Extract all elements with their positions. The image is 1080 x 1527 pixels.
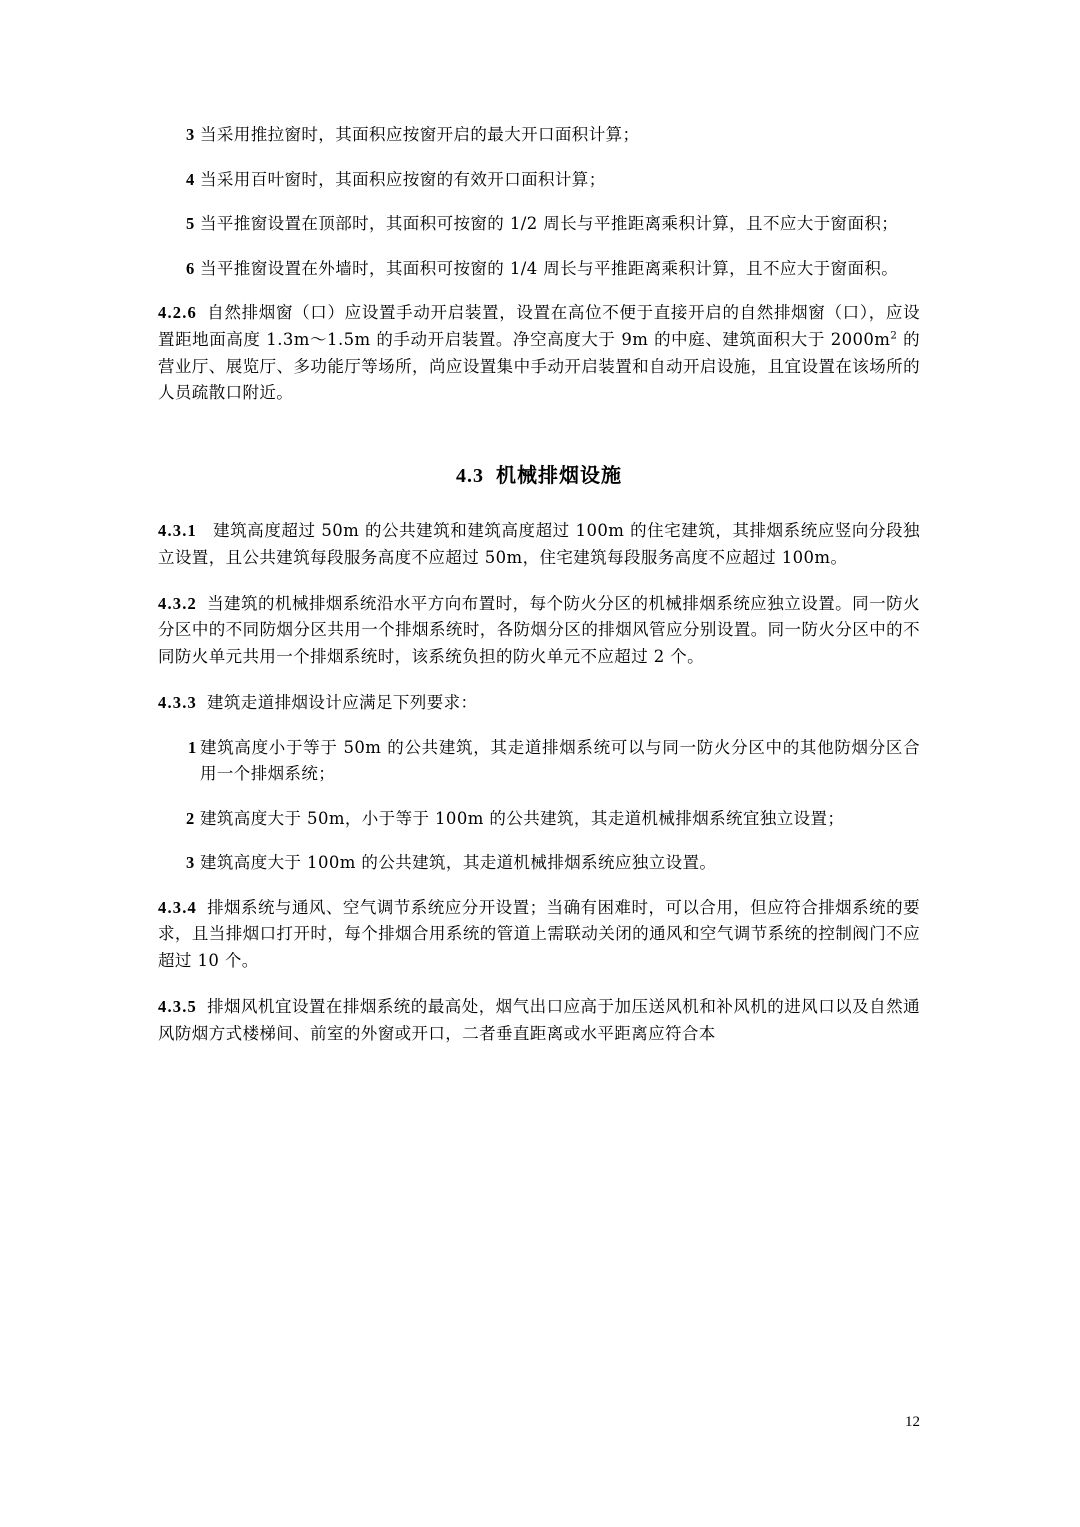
clause-text-part1: 自然排烟窗（口）应设置手动开启装置，设置在高位不便于直接开启的自然排烟窗（口），应设置距地面高度 1.3m～1.5m 的手动开启装置。净空高度大于 9m 的中庭、建筑面积大于 2000m [158,303,920,349]
list-item-text: 当采用百叶窗时，其面积应按窗的有效开口面积计算； [200,169,606,189]
clause-text: 排烟系统与通风、空气调节系统应分开设置；当确有困难时，可以合用，但应符合排烟系统的要求，且当排烟口打开时，每个排烟合用系统的管道上需联动关闭的通风和空气调节系统的控制阀门不应超过 10 个。 [158,897,920,971]
list-item-text: 建筑高度大于 100m 的公共建筑，其走道机械排烟系统应独立设置。 [200,853,717,873]
list-item-text: 当平推窗设置在外墙时，其面积可按窗的 1/4 周长与平推距离乘积计算，且不应大于窗面积。 [200,258,899,278]
clause-number: 4.3.5 [158,996,197,1016]
list-item [158,211,920,237]
clause-text: 当建筑的机械排烟系统沿水平方向布置时，每个防火分区的机械排烟系统应独立设置。同一防火分区中的不同防烟分区共用一个排烟系统时，各防烟分区的排烟风管应分别设置。同一防火分区中的不同防火单元共用一个排烟系统时，该系统负担的防火单元不应超过 2 个。 [158,593,920,666]
clause-number: 4.2.6 [158,303,197,323]
list-item [158,806,920,832]
page-content [158,122,920,1066]
clause-4-3-4 [158,895,920,975]
list-item-text: 当采用推拉窗时，其面积应按窗开启的最大开口面积计算； [200,125,640,144]
clause-number: 4.3.3 [158,692,197,712]
section-title-text: 机械排烟设施 [496,463,622,488]
list-item [158,735,920,786]
clause-4-3-2 [158,591,920,671]
clause-4-2-6 [158,300,920,407]
list-item-number: 3 [186,853,195,873]
list-item-text: 建筑高度大于 50m，小于等于 100m 的公共建筑，其走道机械排烟系统宜独立设置； [200,808,845,828]
clause-number: 4.3.1 [158,521,197,541]
list-item-number: 5 [186,214,195,234]
section-heading [158,459,920,488]
clause-4-3-1 [158,518,920,571]
list-item-text: 建筑高度小于等于 50m 的公共建筑，其走道排烟系统可以与同一防火分区中的其他防烟分区合用一个排烟系统； [200,738,920,783]
list-item-number: 1 [188,738,197,758]
page-number: 12 [905,1414,920,1430]
clause-4-3-5 [158,994,920,1047]
list-item-number: 2 [186,808,195,828]
clause-text: 排烟风机宜设置在排烟系统的最高处，烟气出口应高于加压送风机和补风机的进风口以及自然通风防烟方式楼梯间、前室的外窗或开口，二者垂直距离或水平距离应符合本 [158,996,920,1043]
clause-text: 建筑高度超过 50m 的公共建筑和建筑高度超过 100m 的住宅建筑，其排烟系统应竖向分段独立设置，且公共建筑每段服务高度不应超过 50m，住宅建筑每段服务高度不应超过 100m。 [158,521,920,567]
section-number: 4.3 [456,465,484,488]
clause-text: 建筑走道排烟设计应满足下列要求： [207,692,478,712]
clause-text-part2: 的营业厅、展览厅、多功能厅等场所，尚应设置集中手动开启装置和自动开启设施，且宜设置在该场所的人员疏散口附近。 [158,329,920,403]
list-item-number: 3 [186,125,195,144]
list-item [158,850,920,876]
list-item [158,256,920,282]
list-item [158,167,920,193]
list-item-number: 4 [186,169,195,189]
list-item-text: 当平推窗设置在顶部时，其面积可按窗的 1/2 周长与平推距离乘积计算，且不应大于窗面积； [200,214,899,234]
clause-number: 4.3.2 [158,593,197,613]
superscript: 2 [890,330,898,342]
list-item-number: 6 [186,258,195,278]
clause-number: 4.3.4 [158,897,197,917]
list-item [158,122,920,148]
clause-4-3-3 [158,690,920,717]
